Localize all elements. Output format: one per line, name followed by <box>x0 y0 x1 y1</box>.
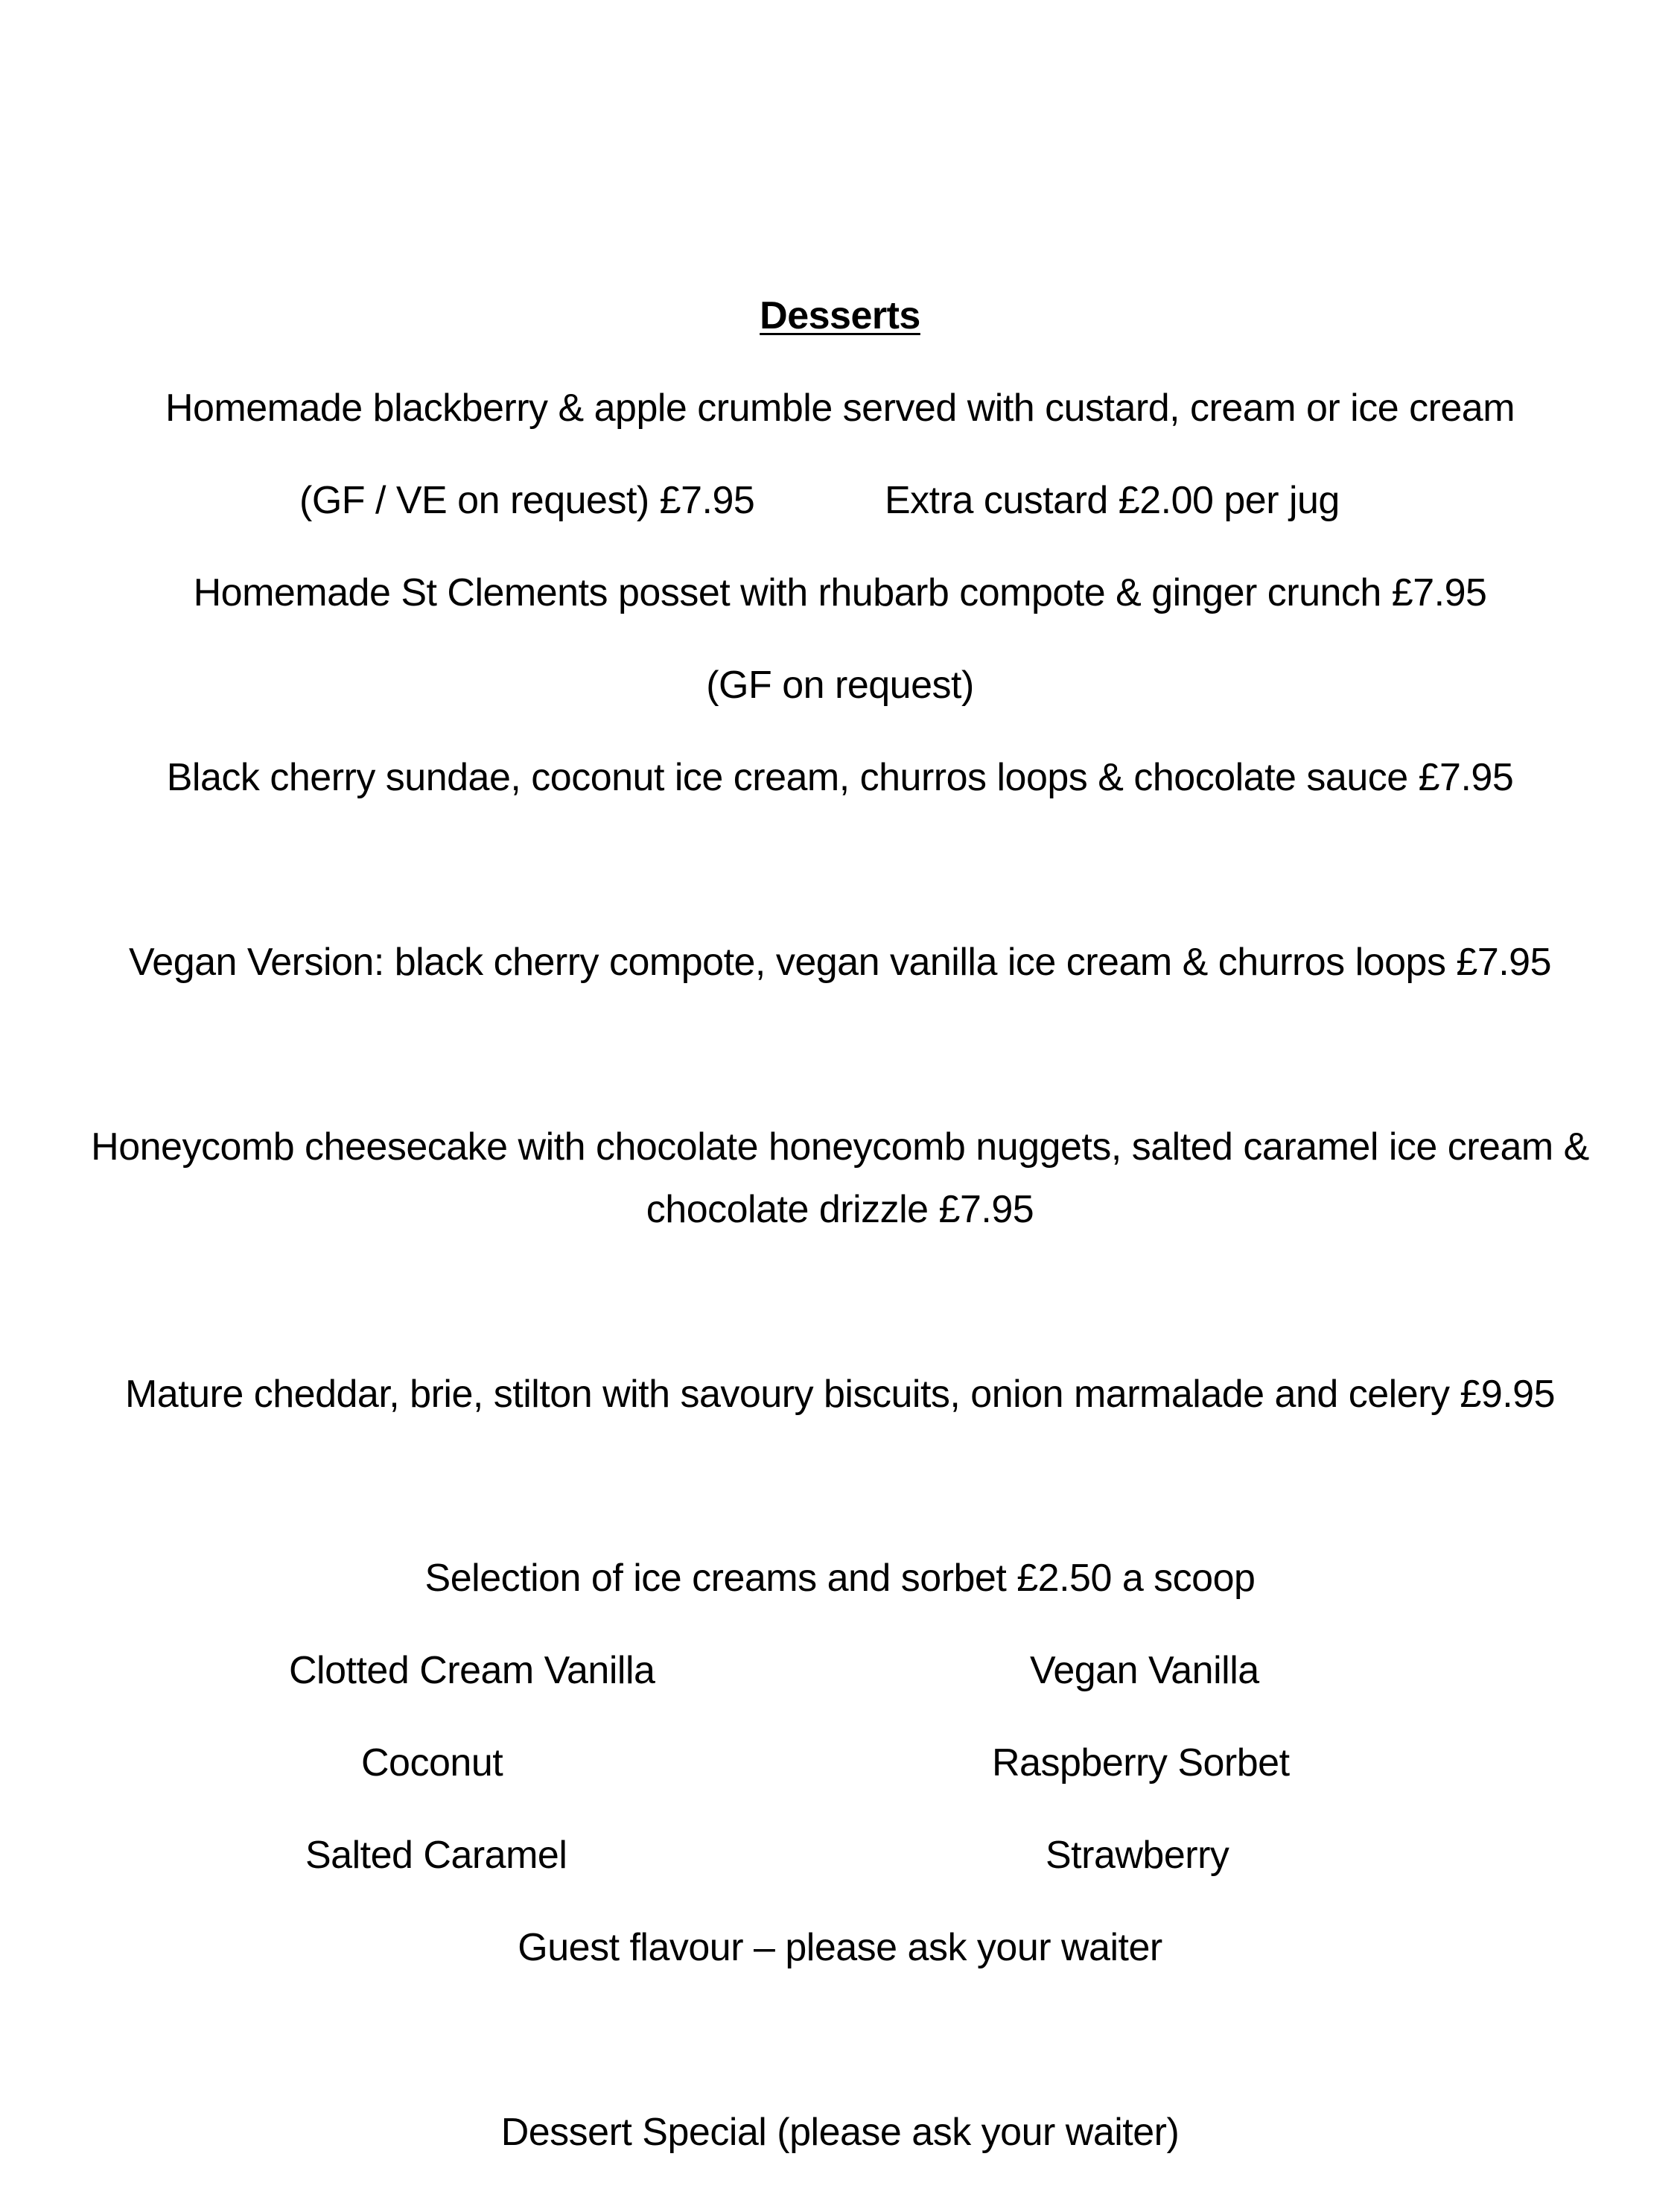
flavour-item: Clotted Cream Vanilla <box>289 1649 655 1692</box>
flavour-item: Salted Caramel <box>305 1834 567 1877</box>
ice-cream-heading: Selection of ice creams and sorbet £2.50 a scoop <box>424 1557 1256 1600</box>
cheeseboard-description: Mature cheddar, brie, stilton with savoury biscuits, onion marmalade and celery £9.95 <box>124 1373 1556 1416</box>
guest-flavour-note: Guest flavour – please ask your waiter <box>518 1926 1162 1969</box>
crumble-options-price: (GF / VE on request) £7.95 <box>299 479 755 522</box>
posset-description: Homemade St Clements posset with rhubarb compote & ginger crunch £7.95 <box>193 571 1487 614</box>
crumble-description: Homemade blackberry & apple crumble served with custard, cream or ice cream <box>165 387 1515 430</box>
menu-title: Desserts <box>760 294 920 337</box>
dessert-special-note: Dessert Special (please ask your waiter) <box>500 2111 1180 2154</box>
posset-note: (GF on request) <box>706 664 974 707</box>
sundae-description: Black cherry sundae, coconut ice cream, churros loops & chocolate sauce £7.95 <box>166 756 1514 799</box>
flavour-item: Vegan Vanilla <box>1030 1649 1259 1692</box>
flavour-item: Strawberry <box>1046 1834 1229 1877</box>
flavour-item: Coconut <box>361 1741 503 1784</box>
crumble-extra-custard: Extra custard £2.00 per jug <box>885 479 1340 522</box>
vegan-sundae-description: Vegan Version: black cherry compote, vegan vanilla ice cream & churros loops £7.95 <box>128 941 1552 984</box>
flavour-item: Raspberry Sorbet <box>992 1741 1290 1784</box>
cheesecake-description: Honeycomb cheesecake with chocolate honeycomb nuggets, salted caramel ice cream & chocolate drizzle £7.95 <box>91 1125 1589 1231</box>
